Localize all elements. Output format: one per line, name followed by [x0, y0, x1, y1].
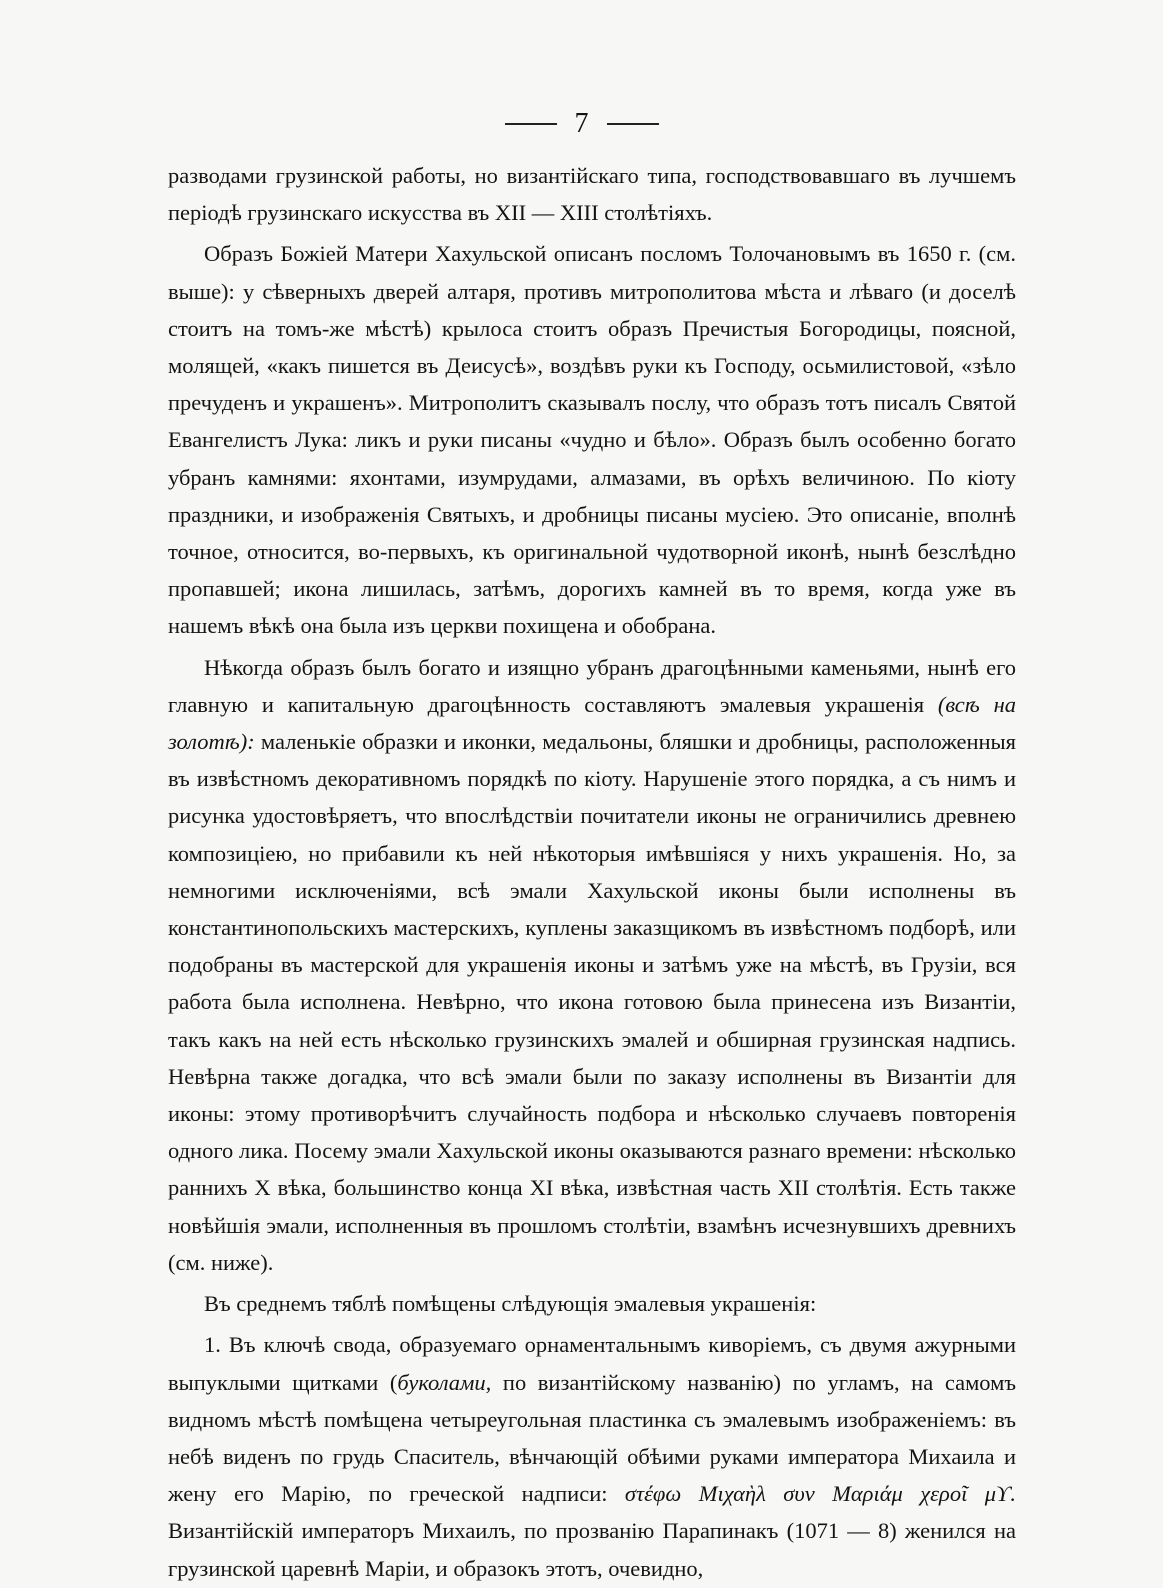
paragraph — [168, 1326, 1016, 1586]
page-header — [0, 110, 1163, 138]
italic-text: (всѣ на золотѣ): — [168, 691, 1017, 755]
italic-text: буколами, — [397, 1369, 492, 1395]
header-rule-right — [607, 123, 659, 125]
paragraph — [168, 235, 1016, 644]
paragraph-text: 1. Въ ключѣ свода, образуемаго орнаментальнымъ киворіемъ, съ двумя ажурными выпуклыми щитками ( — [168, 1332, 1016, 1395]
page-number: 7 — [574, 108, 589, 139]
paragraph-text: Византійскій императоръ Михаилъ, по прозванію Парапинакъ (1071 — 8) женился на грузинской царевнѣ Маріи, и образокъ этотъ, очевидно, — [168, 1518, 1016, 1581]
italic-text: στέφω Μιχαὴλ συν Μαριάμ χεροῖ μϒ. — [624, 1481, 1016, 1507]
paragraph-text: Въ среднемъ тяблѣ помѣщены слѣдующія эмалевыя украшенія: — [204, 1291, 817, 1317]
paragraph — [168, 1285, 1016, 1322]
paragraph — [168, 157, 1016, 231]
body-text — [168, 157, 1016, 1587]
paragraph-text: по византійскому названію) по угламъ, на самомъ видномъ мѣстѣ помѣщена четыреугольная пластинка съ эмалевымъ изображеніемъ: въ небѣ виденъ по грудь Спаситель, вѣнчающій обѣими руками императора Михаила и жену его Марію, по греческой надписи: — [168, 1369, 1017, 1507]
header-rule-left — [505, 123, 557, 125]
paragraph-text: разводами грузинской работы, но византійскаго типа, господствовавшаго въ лучшемъ періодѣ грузинскаго искусства въ XII — XIII столѣтіяхъ. — [168, 163, 1016, 226]
paragraph-text: Нѣкогда образъ былъ богато и изящно убранъ драгоцѣнными каменьями, нынѣ его главную и капитальную драгоцѣнность составляютъ эмалевыя украшенія — [168, 654, 1016, 717]
paragraph-text: маленькіе образки и иконки, медальоны, бляшки и дробницы, расположенныя въ извѣстномъ декоративномъ порядкѣ по кіоту. Нарушеніе этого порядка, а съ нимъ и рисунка удостовѣряетъ, что впослѣдствіи почитатели иконы не ограничились древнею композиціею, но прибавили къ ней нѣкоторыя имѣвшіяся у нихъ украшенія. Но, за немногими исключеніями, всѣ эмали Хахульской иконы были исполнены въ константинопольскихъ мастерскихъ, куплены заказщикомъ въ извѣстномъ подборѣ, или подобраны въ мастерской для украшенія иконы и затѣмъ уже на мѣстѣ, въ Грузіи, вся работа была исполнена. Невѣрно, что икона готовою была принесена изъ Византіи, такъ какъ на ней есть нѣсколько грузинскихъ эмалей и обширная грузинская надпись. Невѣрна также догадка, что всѣ эмали были по заказу исполнены въ Византіи для иконы: этому противорѣчитъ случайность подбора и нѣсколько случаевъ повторенія одного лика. Посему эмали Хахульской иконы оказываются разнаго времени: нѣсколько раннихъ X вѣка, большинство конца XI вѣка, извѣстная часть XII столѣтія. Есть также новѣйшія эмали, исполненныя въ прошломъ столѣтіи, взамѣнъ исчезнувшихъ древнихъ (см. ниже). — [168, 729, 1016, 1275]
paragraph-text: Образъ Божіей Матери Хахульской описанъ посломъ Толочановымъ въ 1650 г. (см. выше): у сѣверныхъ дверей алтаря, противъ митрополитова мѣста и лѣваго (и доселѣ стоитъ на томъ-же мѣстѣ) крылоса стоитъ образъ Пречистыя Богородицы, поясной, молящей, «какъ пишется въ Деисусѣ», воздѣвъ руки къ Господу, осьмилистовой, «зѣло пречуденъ и украшенъ». Митрополитъ сказывалъ послу, что образъ тотъ писалъ Святой Евангелистъ Лука: ликъ и руки писаны «чудно и бѣло». Образъ былъ особенно богато убранъ камнями: яхонтами, изумрудами, алмазами, въ орѣхъ величиною. По кіоту праздники, и изображенія Святыхъ, и дробницы писаны мусіею. Это описаніе, вполнѣ точное, относится, во-первыхъ, къ оригинальной чудотворной иконѣ, нынѣ безслѣдно пропавшей; икона лишилась, затѣмъ, дорогихъ камней въ то время, когда уже въ нашемъ вѣкѣ она была изъ церкви похищена и обобрана. — [168, 241, 1016, 639]
paragraph — [168, 649, 1016, 1281]
